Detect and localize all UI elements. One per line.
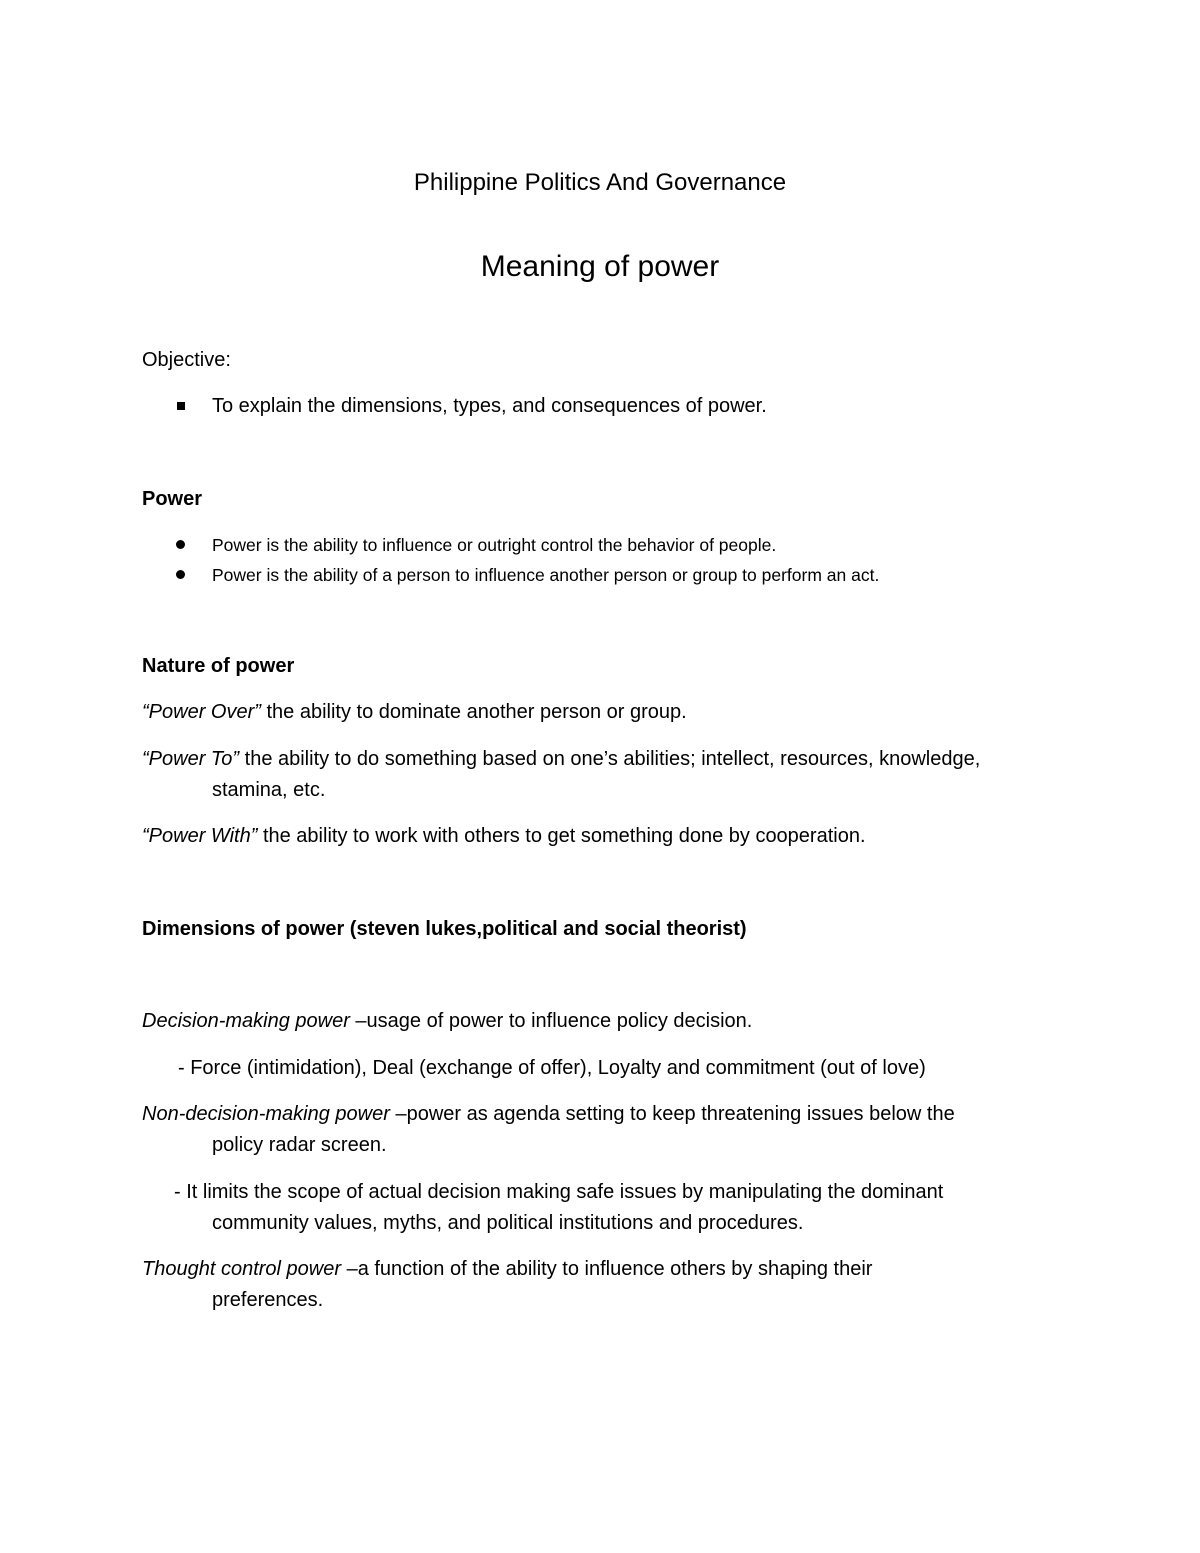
- definition: the ability to do something based on one’s abilities; intellect, resources, knowledge,: [239, 748, 981, 770]
- objective-heading: Objective:: [142, 349, 231, 371]
- dimension-non-decision-making: [142, 1101, 955, 1127]
- nature-entry-power-to: [142, 746, 980, 772]
- nature-heading: Nature of power: [142, 655, 295, 677]
- power-item-2: Power is the ability of a person to influence another person or group to perform an act.: [212, 565, 880, 585]
- nature-entry-power-to-continued: stamina, etc.: [212, 779, 326, 801]
- definition: the ability to dominate another person or group.: [260, 701, 687, 723]
- dimension-decision-making: [142, 1008, 752, 1034]
- definition: –power as agenda setting to keep threatening issues below the: [389, 1103, 955, 1125]
- square-bullet-icon: [177, 402, 185, 410]
- definition: –usage of power to influence policy decision.: [349, 1010, 753, 1032]
- power-item-1: Power is the ability to influence or outright control the behavior of people.: [212, 535, 777, 555]
- power-heading: Power: [142, 488, 203, 510]
- term: Thought control power: [142, 1258, 342, 1280]
- document-subtitle: Meaning of power: [480, 250, 720, 283]
- dimension-non-decision-making-sub-continued: community values, myths, and political institutions and procedures.: [212, 1212, 804, 1234]
- objective-item: To explain the dimensions, types, and consequences of power.: [212, 395, 767, 417]
- dimension-non-decision-making-continued: policy radar screen.: [212, 1134, 387, 1156]
- term: “Power With”: [142, 825, 258, 847]
- round-bullet-icon: [176, 570, 185, 579]
- dimensions-heading: Dimensions of power (steven lukes,political and social theorist): [142, 918, 747, 940]
- definition: the ability to work with others to get something done by cooperation.: [257, 825, 866, 847]
- nature-entry-power-over: [142, 699, 687, 725]
- term: Decision-making power: [142, 1010, 350, 1032]
- nature-entry-power-with: [142, 823, 866, 849]
- term: “Power To”: [142, 748, 240, 770]
- dimension-non-decision-making-sub: - It limits the scope of actual decision making safe issues by manipulating the dominant: [174, 1181, 944, 1203]
- dimension-thought-control-continued: preferences.: [212, 1289, 324, 1311]
- round-bullet-icon: [176, 540, 185, 549]
- document-title: Philippine Politics And Governance: [413, 169, 787, 196]
- term: “Power Over”: [142, 701, 261, 723]
- definition: –a function of the ability to influence others by shaping their: [341, 1258, 873, 1280]
- dimension-thought-control: [142, 1256, 872, 1282]
- dimension-decision-making-sub: - Force (intimidation), Deal (exchange of offer), Loyalty and commitment (out of love): [178, 1057, 926, 1079]
- term: Non-decision-making power: [142, 1103, 390, 1125]
